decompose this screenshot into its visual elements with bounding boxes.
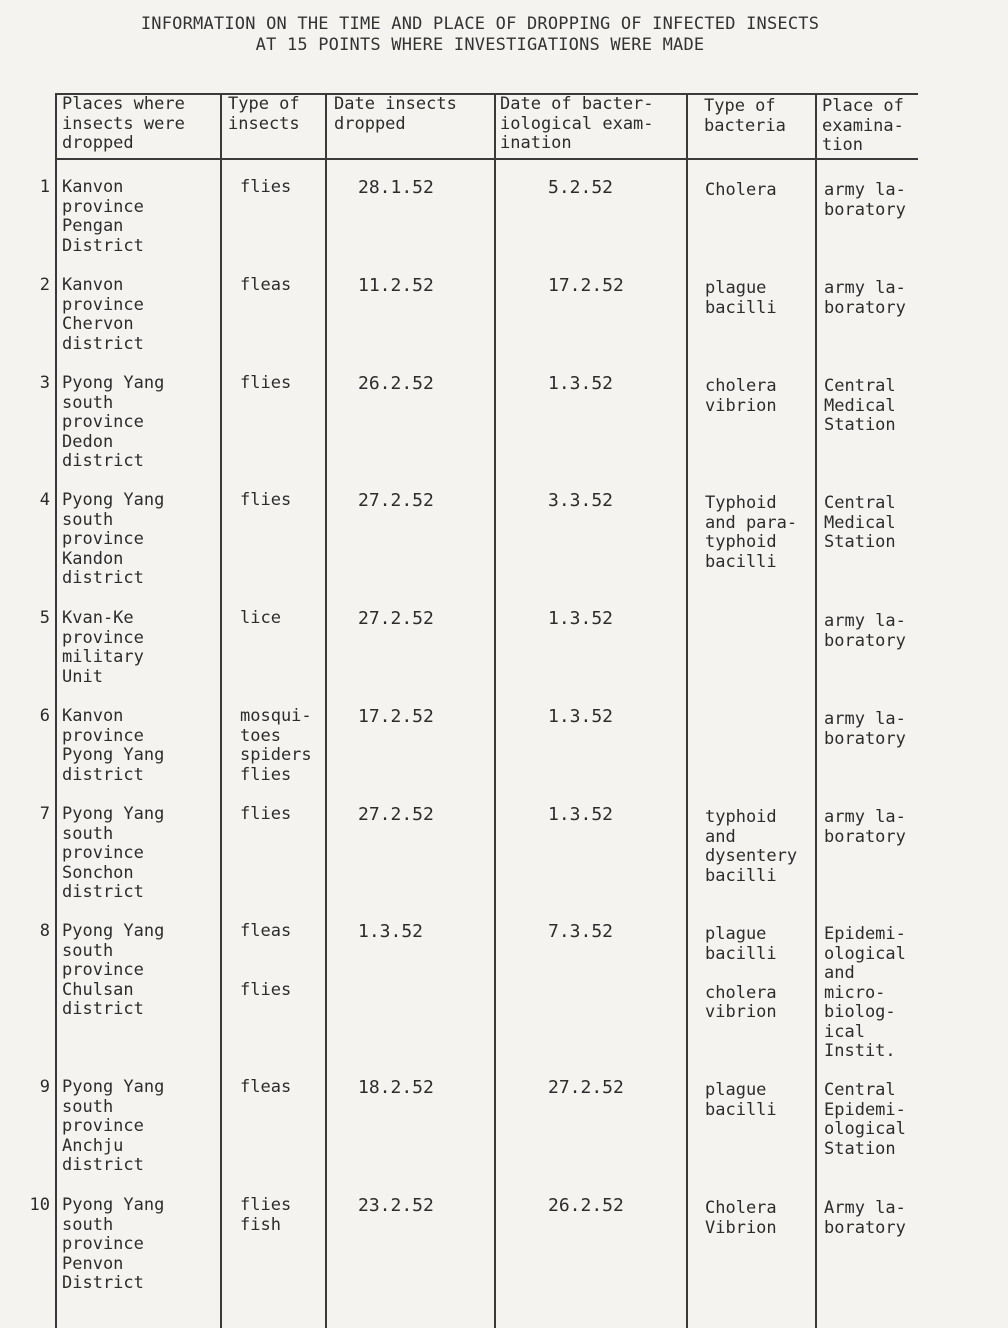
date-dropped-cell: 17.2.52: [358, 706, 434, 727]
insect-type-cell: fleas flies: [240, 921, 292, 1000]
exam-place-cell: army la- boratory: [824, 278, 906, 318]
header-date-dropped: Date insects dropped: [334, 94, 457, 134]
row-number: 9: [39, 1077, 50, 1097]
exam-date-cell: 26.2.52: [548, 1195, 624, 1216]
header-insect-type: Type of insects: [228, 94, 300, 134]
row-number: 7: [39, 804, 50, 824]
bacteria-cell: typhoid and dysentery bacilli: [705, 807, 798, 886]
column-rule: [815, 93, 817, 1328]
place-cell: Pyong Yang south province Anchju district: [62, 1077, 165, 1175]
date-dropped-cell: 27.2.52: [358, 490, 434, 511]
header-bottom-rule: [55, 158, 918, 160]
column-rule: [55, 93, 57, 1328]
row-number: 10: [29, 1195, 50, 1215]
bacteria-cell: Cholera: [705, 180, 777, 200]
exam-place-cell: Central Medical Station: [824, 493, 896, 552]
place-cell: Kanvon province Pengan District: [62, 177, 144, 256]
insect-type-cell: fleas: [240, 275, 292, 295]
place-cell: Pyong Yang south province Sonchon district: [62, 804, 165, 902]
row-number: 4: [39, 490, 50, 510]
place-cell: Pyong Yang south province Chulsan district: [62, 921, 165, 1019]
date-dropped-cell: 27.2.52: [358, 804, 434, 825]
date-dropped-cell: 18.2.52: [358, 1077, 434, 1098]
insect-type-cell: flies: [240, 373, 292, 393]
exam-date-cell: 17.2.52: [548, 275, 624, 296]
exam-place-cell: Army la- boratory: [824, 1198, 906, 1238]
row-number: 2: [39, 275, 50, 295]
exam-date-cell: 27.2.52: [548, 1077, 624, 1098]
header-bacteria: Type of bacteria: [704, 96, 786, 136]
column-rule: [494, 93, 496, 1328]
bacteria-cell: Cholera Vibrion: [705, 1198, 777, 1238]
exam-place-cell: army la- boratory: [824, 807, 906, 847]
place-cell: Kanvon province Pyong Yang district: [62, 706, 165, 785]
date-dropped-cell: 1.3.52: [358, 921, 424, 942]
place-cell: Pyong Yang south province Kandon district: [62, 490, 165, 588]
exam-date-cell: 5.2.52: [548, 177, 614, 198]
bacteria-cell: plague bacilli cholera vibrion: [705, 924, 777, 1022]
date-dropped-cell: 23.2.52: [358, 1195, 434, 1216]
column-rule: [686, 93, 688, 1328]
insect-type-cell: flies: [240, 490, 292, 510]
date-dropped-cell: 27.2.52: [358, 608, 434, 629]
exam-place-cell: Central Medical Station: [824, 376, 896, 435]
bacteria-cell: plague bacilli: [705, 278, 777, 318]
exam-place-cell: army la- boratory: [824, 180, 906, 220]
header-exam-date: Date of bacter- iological exam- ination: [500, 94, 654, 153]
row-number: 8: [39, 921, 50, 941]
row-number: 3: [39, 373, 50, 393]
exam-place-cell: Epidemi- ological and micro- biolog- ical Instit.: [824, 924, 906, 1061]
exam-date-cell: 1.3.52: [548, 608, 614, 629]
place-cell: Kanvon province Chervon district: [62, 275, 144, 354]
column-rule: [325, 93, 327, 1328]
insect-type-cell: flies: [240, 804, 292, 824]
exam-place-cell: army la- boratory: [824, 611, 906, 651]
place-cell: Pyong Yang south province Dedon district: [62, 373, 165, 471]
bacteria-cell: plague bacilli: [705, 1080, 777, 1120]
exam-date-cell: 1.3.52: [548, 373, 614, 394]
row-number: 6: [39, 706, 50, 726]
insect-type-cell: fleas: [240, 1077, 292, 1097]
insect-type-cell: flies fish: [240, 1195, 292, 1235]
row-number: 1: [39, 177, 50, 197]
header-places: Places where insects were dropped: [62, 94, 185, 153]
column-rule: [220, 93, 222, 1328]
title-line-1: INFORMATION ON THE TIME AND PLACE OF DROPPING OF INFECTED INSECTS: [140, 14, 820, 34]
place-cell: Kvan-Ke province military Unit: [62, 608, 144, 687]
place-cell: Pyong Yang south province Penvon District: [62, 1195, 165, 1293]
bacteria-cell: Typhoid and para- typhoid bacilli: [705, 493, 798, 572]
exam-date-cell: 1.3.52: [548, 804, 614, 825]
exam-place-cell: Central Epidemi- ological Station: [824, 1080, 906, 1159]
document-title: [0, 14, 960, 56]
exam-date-cell: 1.3.52: [548, 706, 614, 727]
date-dropped-cell: 26.2.52: [358, 373, 434, 394]
insect-type-cell: lice: [240, 608, 281, 628]
exam-date-cell: 3.3.52: [548, 490, 614, 511]
row-number: 5: [39, 608, 50, 628]
header-exam-place: Place of examina- tion: [822, 96, 904, 155]
bacteria-cell: cholera vibrion: [705, 376, 777, 416]
date-dropped-cell: 28.1.52: [358, 177, 434, 198]
exam-place-cell: army la- boratory: [824, 709, 906, 749]
exam-date-cell: 7.3.52: [548, 921, 614, 942]
insect-type-cell: mosqui- toes spiders flies: [240, 706, 312, 785]
date-dropped-cell: 11.2.52: [358, 275, 434, 296]
title-line-2: AT 15 POINTS WHERE INVESTIGATIONS WERE MADE: [255, 35, 705, 55]
insect-type-cell: flies: [240, 177, 292, 197]
